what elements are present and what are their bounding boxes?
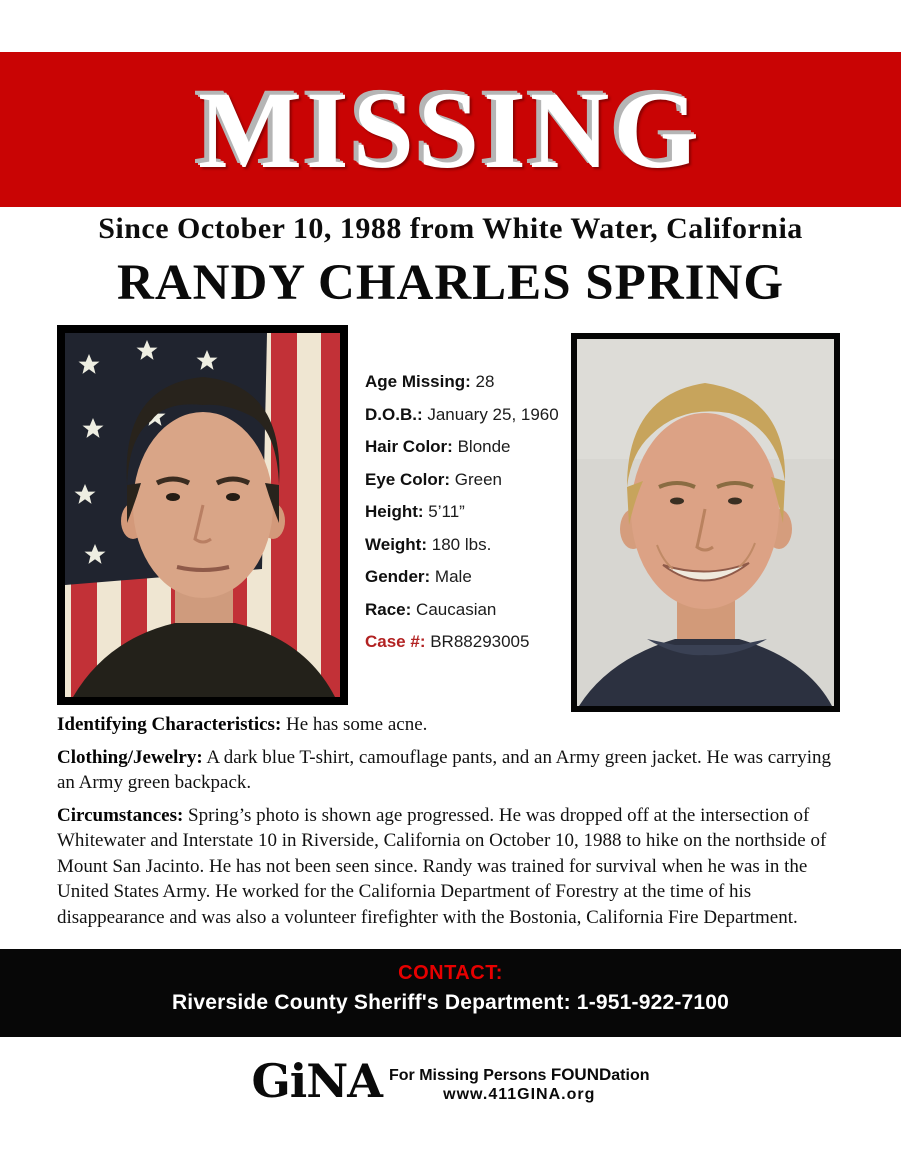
detail-gender: Gender: Male <box>365 567 472 586</box>
banner-title: MISSING <box>198 68 703 191</box>
gina-url: www.411GINA.org <box>443 1086 596 1103</box>
details-list <box>365 366 575 659</box>
contact-phone-line: Riverside County Sheriff's Department: 1-951-922-7100 <box>171 991 730 1014</box>
detail-case-number: Case #: BR88293005 <box>365 632 530 651</box>
gina-logo <box>0 1054 901 1108</box>
clothing-jewelry-paragraph: Clothing/Jewelry: A dark blue T-shirt, camouflage pants, and an Army green jacket. He was carrying an Army green backpack. <box>57 746 832 793</box>
person-name: RANDY CHARLES SPRING <box>116 255 784 311</box>
photo-age-progressed <box>571 333 840 712</box>
detail-age-missing: Age Missing: 28 <box>365 372 495 391</box>
identifying-characteristics-paragraph: Identifying Characteristics: He has some acne. <box>57 714 428 735</box>
gina-tagline <box>389 1065 649 1104</box>
contact-band <box>0 949 901 1037</box>
missing-since-subtitle: Since October 10, 1988 from White Water, California <box>98 212 803 245</box>
circumstances-paragraph: Circumstances: Spring’s photo is shown age progressed. He was dropped off at the intersection of Whitewater and Interstate 10 in Riverside, California on October 10, 1988 to hike on the northside of Mount San Jacinto. He has not been seen since. Randy was trained for survival when he was in the United States Army. He worked for the California Department of Forestry at the time of his disappearance and was also a volunteer firefighter with the Bostonia, California Fire Department. <box>57 804 827 928</box>
flag-portrait-illustration <box>65 333 340 697</box>
gina-tagline-line1: For Missing Persons FOUNDation <box>389 1065 650 1084</box>
detail-race: Race: Caucasian <box>365 599 497 619</box>
detail-eye-color: Eye Color: Green <box>365 469 503 489</box>
description-paragraphs <box>57 712 849 937</box>
missing-banner <box>0 52 901 207</box>
gina-brand-text: GiNA <box>251 1054 382 1108</box>
detail-hair-color: Hair Color: Blonde <box>365 437 511 456</box>
photo-original <box>57 325 348 705</box>
detail-dob: D.O.B.: January 25, 1960 <box>365 404 559 424</box>
contact-label: CONTACT: <box>398 962 503 984</box>
detail-height: Height: 5’11” <box>365 502 465 521</box>
detail-weight: Weight: 180 lbs. <box>365 534 492 554</box>
age-progressed-portrait-illustration <box>577 339 834 706</box>
